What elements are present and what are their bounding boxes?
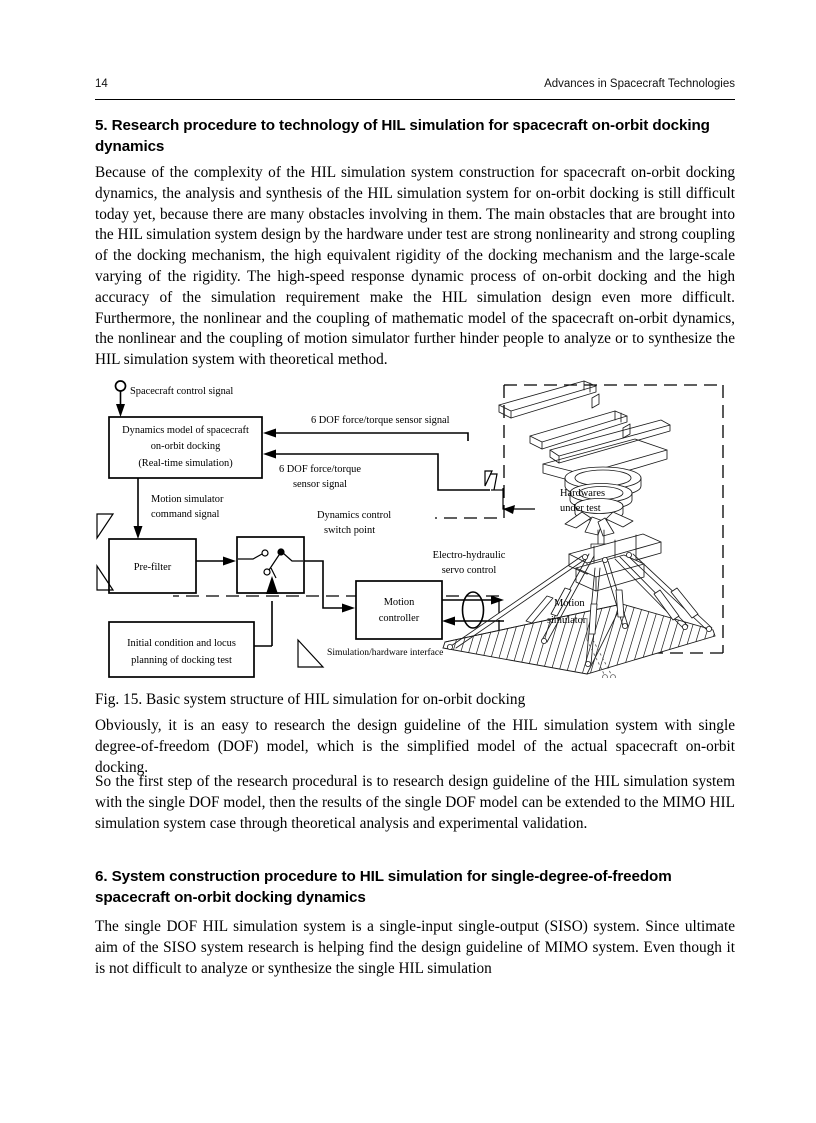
paragraph-siso: The single DOF HIL simulation system is a single-input single-output (SISO) system. Since ultimate aim of the SISO system research is helping find the design guideline of MIMO system. Even though it is not difficult to analyze or synthesize the single HIL simulation [95,918,735,977]
label-servo-2: servo control [441,565,497,576]
running-head [95,78,735,98]
header-rule [95,99,735,100]
paragraph-obviously: Obviously, it is an easy to research the design guideline of the HIL simulation system with single degree-of-freedom (DOF) model, which is the simplified model of the actual spacecraft on-orbit docking. [95,717,735,776]
label-sim-hw-interface: Simulation/hardware interface [327,647,444,658]
section-heading-5: 5. Research procedure to technology of HIL simulation for spacecraft on-orbit docking dynamics [95,117,710,155]
figure-15-hil-system-structure [95,378,735,678]
initial-condition-line1: Initial condition and locus [127,638,236,649]
servo-valve-symbol [463,592,484,628]
page-number: 14 [95,78,108,90]
dynamics-model-line3: (Real-time simulation) [138,458,233,469]
label-switch-point-1: Dynamics control [317,510,392,521]
label-motion-cmd-1: Motion simulator [151,494,224,505]
label-sensor-signal-mid-1: 6 DOF force/torque [279,464,361,475]
label-motion-simulator-1: Motion [554,598,585,609]
motion-controller-line1: Motion [383,597,415,608]
paragraph-intro: Because of the complexity of the HIL simulation system construction for spacecraft on-orbit docking dynamics, the analysis and synthesis of the HIL simulation system for on-orbit docking is still difficult today yet, because there are many obstacles involving in them. The main obstacles that are brought into the HIL simulation system design by the hardware under test are strong nonlinearity and strong coupling of the docking mechanism, the high equivalent rigidity of the docking mechanism and the large-scale varying of the rigidity. The high-speed response dynamic process of on-orbit docking and the high accuracy of the simulation requirement make the HIL simulation design even more difficult. Furthermore, the nonlinear and the coupling of mathematic model of the spacecraft on-orbit dynamics, the nonlinear and the coupling of motion simulator further hinder people to analyze or to synthesize the HIL simulation system with theoretical method. [95,164,735,369]
label-spacecraft-control-signal: Spacecraft control signal [130,386,234,397]
initial-condition-line2: planning of docking test [131,655,232,666]
label-motion-cmd-2: command signal [151,509,220,520]
book-title: Advances in Spacecraft Technologies [544,78,735,90]
label-motion-simulator-2: simulator [547,615,587,626]
paragraph-first-step: So the first step of the research procedural is to research design guideline of the HIL simulation system with the single DOF model, then the results of the single DOF model can be extended to the MIMO HIL simulation system case through theoretical analysis and experimental validation. [95,773,735,832]
label-hardwares-under-test-1: Hardwares [560,488,606,499]
figure-caption: Fig. 15. Basic system structure of HIL simulation for on-orbit docking [95,691,526,708]
pre-filter-label: Pre-filter [133,562,172,573]
label-servo-1: Electro-hydraulic [432,550,506,561]
dynamics-model-line1: Dynamics model of spacecraft [122,425,249,436]
initial-condition-box [109,622,254,677]
label-sensor-signal-top: 6 DOF force/torque sensor signal [311,415,450,426]
dynamics-model-line2: on-orbit docking [150,441,221,452]
signal-source-node [116,381,126,391]
motion-controller-line2: controller [378,613,420,624]
label-hardwares-under-test-2: under test [560,503,601,514]
motion-controller-box [356,581,442,639]
label-sensor-signal-mid-2: sensor signal [293,479,347,490]
label-switch-point-2: switch point [324,525,376,536]
section-heading-6: 6. System construction procedure to HIL simulation for single-degree-of-freedom spacecraft on-orbit docking dynamics [95,868,672,906]
